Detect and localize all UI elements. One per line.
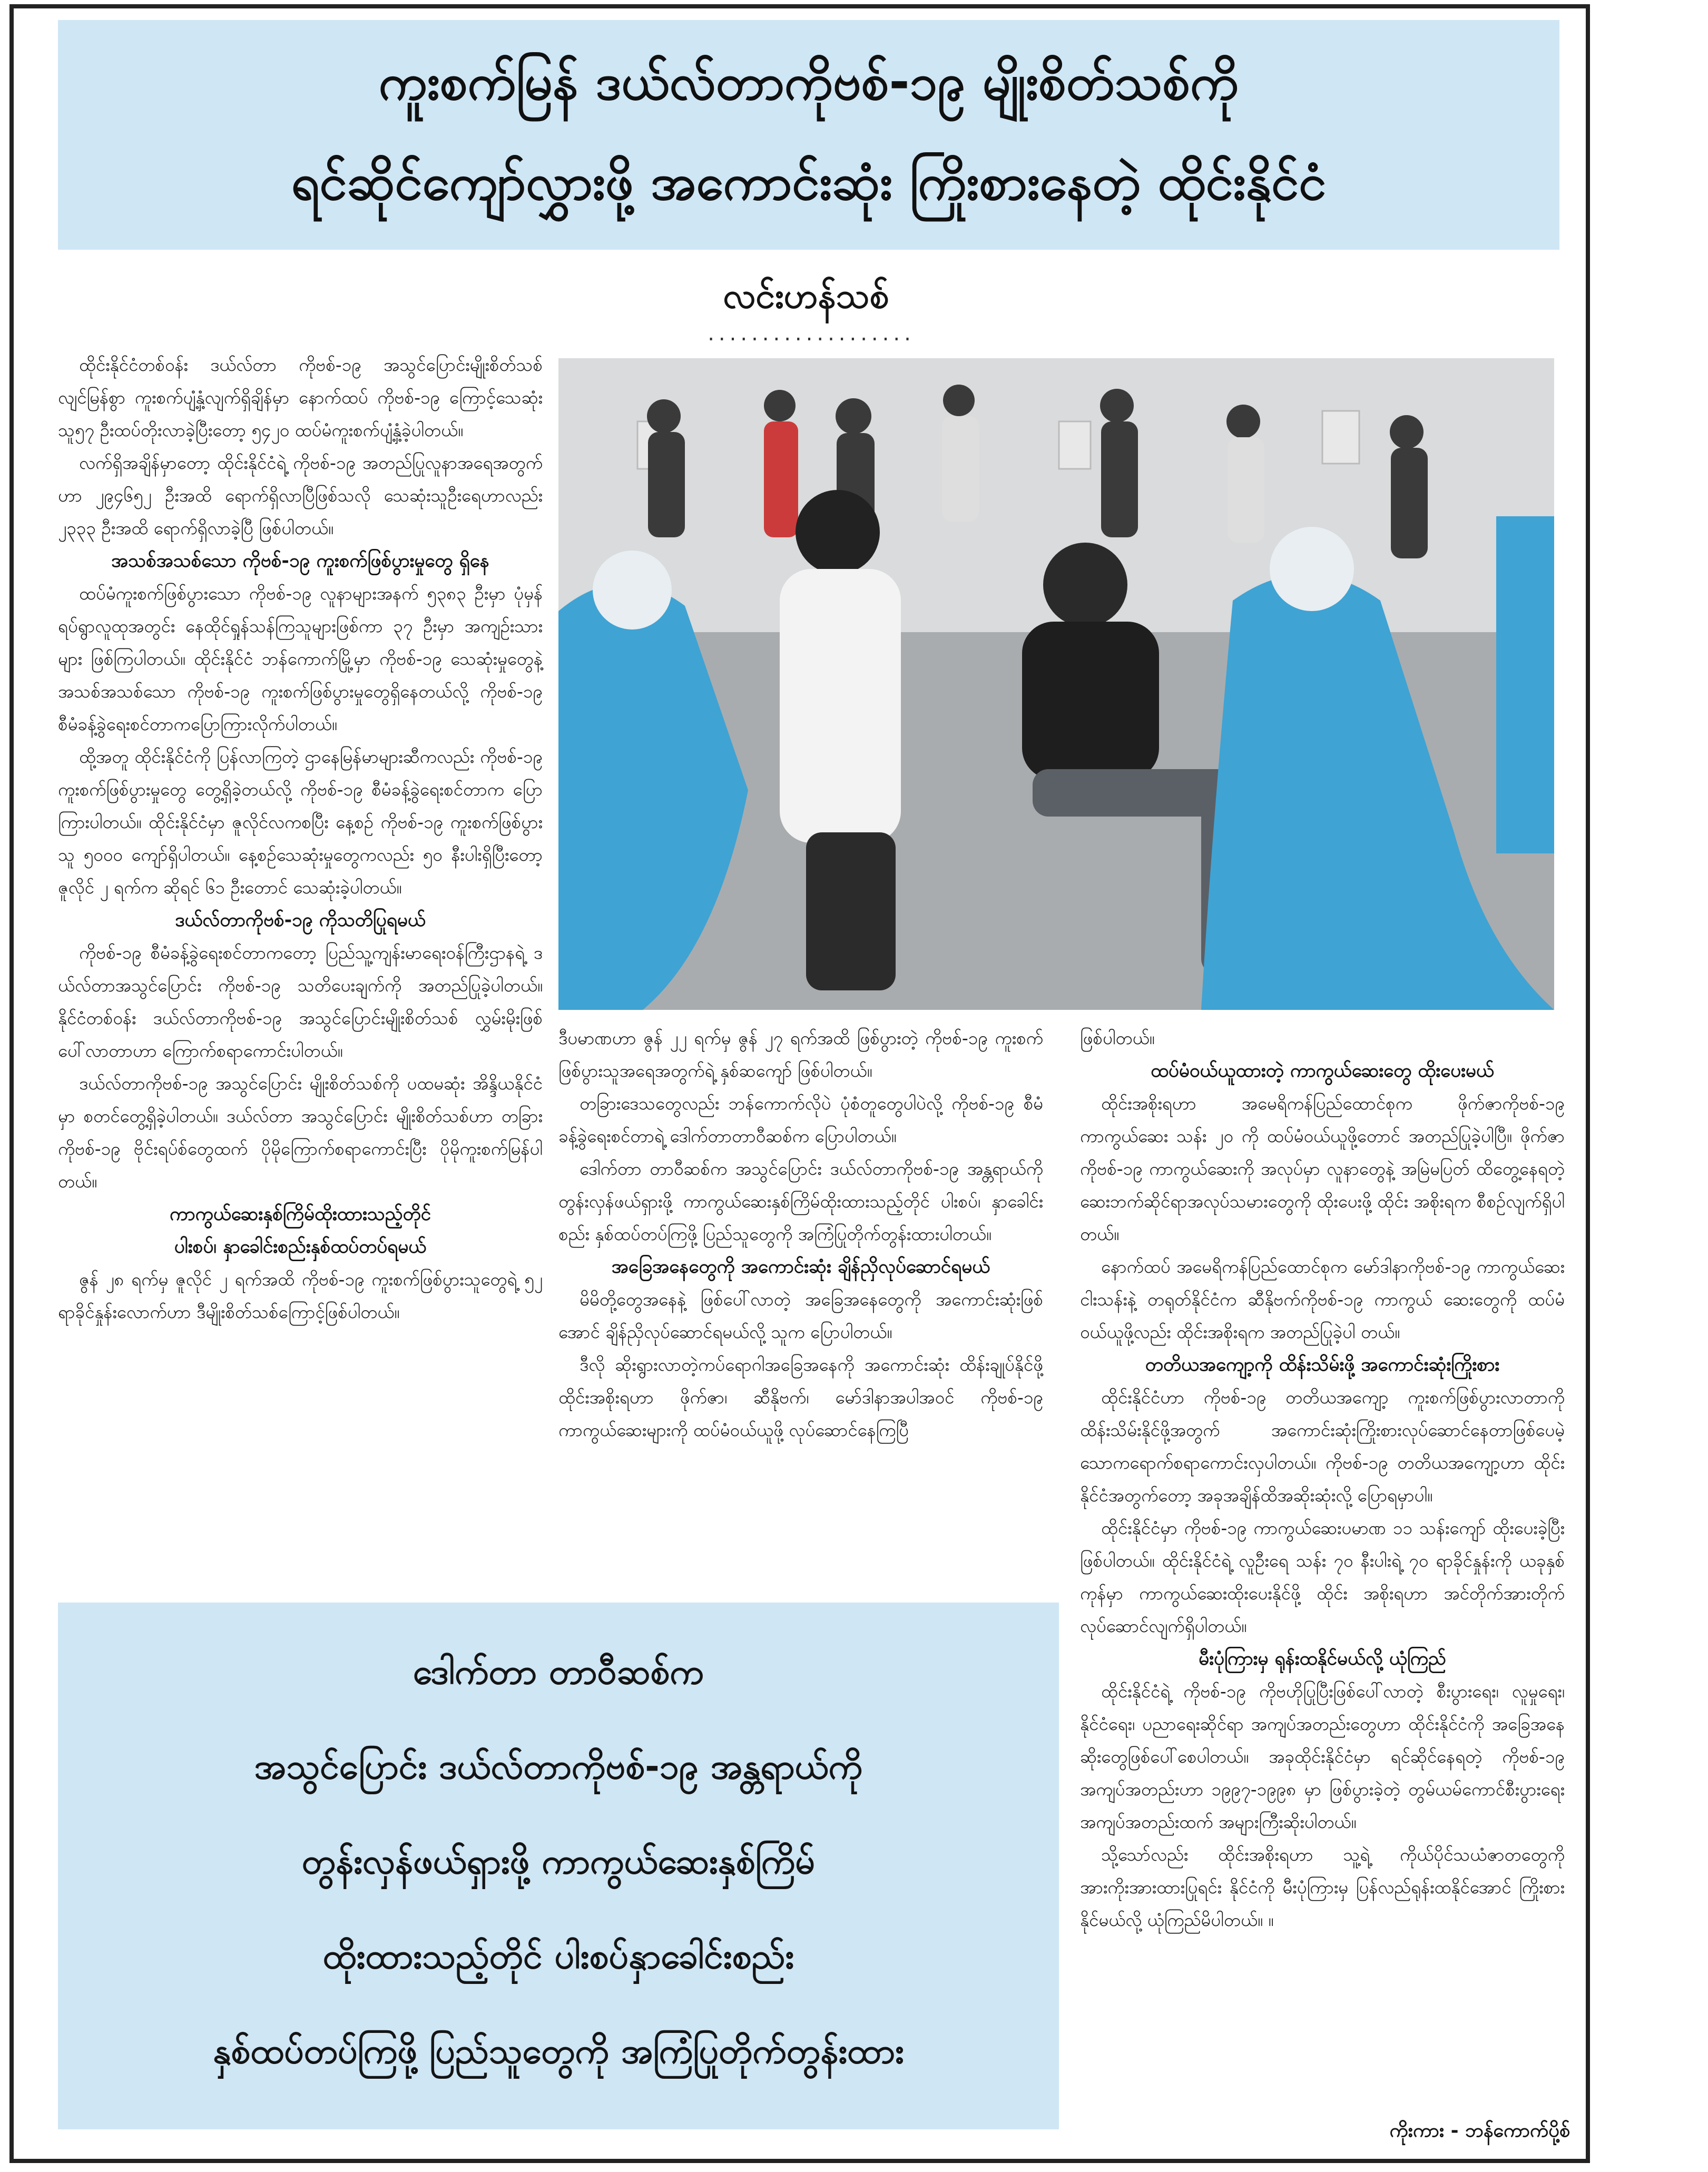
byline-divider: ................... xyxy=(708,321,915,346)
subheading: ထပ်မံဝယ်ယူထားတဲ့ ကာကွယ်ဆေးတွေ ထိုးပေးမယ် xyxy=(1151,1060,1494,1082)
pull-quote-line: ဒေါက်တာ တာဝီဆစ်က xyxy=(413,1652,704,1692)
vaccination-photo-illustration xyxy=(558,358,1554,1010)
headline-box xyxy=(58,20,1559,250)
byline: လင်းဟန်သစ် xyxy=(723,276,889,316)
paragraph: ထပ်မံကူးစက်ဖြစ်ပွားသော ကိုဗစ်-၁၉ လူနာများအနက် ၅၃၈၃ ဦးမှာ ပုံမှန်ရပ်ရွာလူထုအတွင်း နေထိုင်ရှုန်သန်ကြသူများဖြစ်ကာ ၃၇ ဦးမှာ အကျဉ်းသားများ ဖြစ်ကြပါတယ်။ ထိုင်းနိုင်ငံ ဘန်ကောက်မြို့မှာ ကိုဗစ်-၁၉ သေဆုံးမှုတွေနဲ့ အသစ်အသစ်သော ကိုဗစ်-၁၉ ကူးစက်ဖြစ်ပွားမှုတွေရှိနေတယ်လို့ ကိုဗစ်-၁၉ စီမံခန့်ခွဲရေးစင်တာကပြောကြားလိုက်ပါတယ်။ xyxy=(58,583,543,734)
subheading: ကာကွယ်ဆေးနှစ်ကြိမ်ထိုးထားသည့်တိုင် xyxy=(169,1204,431,1225)
subheading: အခြေအနေတွေကို အကောင်းဆုံး ချိန်ညှိလုပ်ဆောင်ရမယ် xyxy=(611,1256,990,1277)
pull-quote-line: ထိုးထားသည့်တိုင် ပါးစပ်နှာခေါင်းစည်း xyxy=(322,1936,794,1977)
paragraph: ထိုင်းနိုင်ငံရဲ့ ကိုဗစ်-၁၉ ကိုဗဟိုပြုပြီးဖြစ်ပေါ်လာတဲ့ စီးပွားရေး၊ လူမှုရေး၊ နိုင်ငံရေး၊ ပညာရေးဆိုင်ရာ အကျပ်အတည်းတွေဟာ ထိုင်းနိုင်ငံကို အခြေအနေဆိုးတွေဖြစ်ပေါ်စေပါတယ်။ အခုထိုင်းနိုင်ငံမှာ ရင်ဆိုင်နေရတဲ့ ကိုဗစ်-၁၉ အကျပ်အတည်းဟာ ၁၉၉၇-၁၉၉၈ မှာ ဖြစ်ပွားခဲ့တဲ့ တွမ်ယမ်ကောင်စီးပွားရေးအကျပ်အတည်းထက် အများကြီးဆိုးပါတယ်။ xyxy=(1080,1681,1565,1832)
paragraph: နောက်ထပ် အမေရိကန်ပြည်ထောင်စုက မော်ဒါနာကိုဗစ်-၁၉ ကာကွယ်ဆေး ငါးသန်းနဲ့ တရုတ်နိုင်ငံက ဆီနိုဗက်ကိုဗစ်-၁၉ ကာကွယ် ဆေးတွေကို ထပ်မံဝယ်ယူဖို့လည်း ထိုင်းအစိုးရက အတည်ပြုခဲ့ပါ တယ်။ xyxy=(1080,1256,1565,1342)
pull-quote-line: နှစ်ထပ်တပ်ကြဖို့ ပြည်သူတွေကို အကြံပြုတိုက်တွန်းထား xyxy=(213,2031,904,2071)
paragraph: မိမိတို့တွေအနေနဲ့ ဖြစ်ပေါ်လာတဲ့ အခြေအနေတွေကို အကောင်းဆုံးဖြစ်အောင် ချိန်ညှိလုပ်ဆောင်ရမယ်လို့ သူက ပြောပါတယ်။ xyxy=(558,1289,1043,1342)
subheading: မီးပုံကြားမှ ရုန်းထနိုင်မယ်လို့ ယုံကြည် xyxy=(1199,1648,1446,1669)
paragraph: ကိုဗစ်-၁၉ စီမံခန့်ခွဲရေးစင်တာကတော့ ပြည်သူ့ကျန်းမာရေးဝန်ကြီးဌာနရဲ့ ဒယ်လ်တာအသွင်ပြောင်း ကိုဗစ်-၁၉ သတိပေးချက်ကို အတည်ပြုခဲ့ပါတယ်။ နိုင်ငံတစ်ဝန်း ဒယ်လ်တာကိုဗစ်-၁၉ အသွင်ပြောင်းမျိုးစိတ်သစ် လွှမ်းမိုးဖြစ်ပေါ်လာတာဟာ ကြောက်စရာကောင်းပါတယ်။ xyxy=(58,942,543,1061)
paragraph: ဒယ်လ်တာကိုဗစ်-၁၉ အသွင်ပြောင်း မျိုးစိတ်သစ်ကို ပထမဆုံး အိန္ဒိယနိုင်ငံမှာ စတင်တွေ့ရှိခဲ့ပါတယ်။ ဒယ်လ်တာ အသွင်ပြောင်း မျိုးစိတ်သစ်ဟာ တခြား ကိုဗစ်-၁၉ ဗိုင်းရပ်စ်တွေထက် ပိုမိုကြောက်စရာကောင်းပြီး ပိုမိုကူးစက်မြန်ပါတယ်။ xyxy=(58,1073,543,1192)
paragraph: ဖြစ်ပါတယ်။ xyxy=(1080,1028,1155,1048)
paragraph: လက်ရှိအချိန်မှာတော့ ထိုင်းနိုင်ငံရဲ့ ကိုဗစ်-၁၉ အတည်ပြုလူနာအရေအတွက်ဟာ ၂၉၄၆၅၂ ဦးအထိ ရောက်ရှိလာပြီဖြစ်သလို သေဆုံးသူဦးရေဟာလည်း ၂၃၃၃ ဦးအထိ ရောက်ရှိလာခဲ့ပြီ ဖြစ်ပါတယ်။ xyxy=(58,453,543,538)
paragraph: ထိုင်းနိုင်ငံဟာ ကိုဗစ်-၁၉ တတိယအကျော့ ကူးစက်ဖြစ်ပွားလာတာကို ထိန်းသိမ်းနိုင်ဖို့အတွက် အကောင်းဆုံးကြိုးစားလုပ်ဆောင်နေတာဖြစ်ပေမဲ့ သောကရောက်စရာကောင်းလှပါတယ်။ ကိုဗစ်-၁၉ တတိယအကျော့ဟာ ထိုင်းနိုင်ငံအတွက်တော့ အခုအချိန်ထိအဆိုးဆုံးလို့ ပြောရမှာပါ။ xyxy=(1080,1387,1565,1506)
subheading: ဒယ်လ်တာကိုဗစ်-၁၉ ကိုသတိပြုရမယ် xyxy=(175,910,426,931)
paragraph: ဒီလို ဆိုးရွားလာတဲ့ကပ်ရောဂါအခြေအနေကို အကောင်းဆုံး ထိန်းချုပ်နိုင်ဖို့ ထိုင်းအစိုးရဟာ ဖိုက်ဇာ၊ ဆီနိုဗက်၊ မော်ဒါနာအပါအဝင် ကိုဗစ်-၁၉ ကာကွယ်ဆေးများကို ထပ်မံဝယ်ယူဖို့ လုပ်ဆောင်နေကြပြီ xyxy=(558,1354,1043,1440)
paragraph: တခြားဒေသတွေလည်း ဘန်ကောက်လိုပဲ ပုံစံတူတွေပါပဲလို့ ကိုဗစ်-၁၉ စီမံခန့်ခွဲရေးစင်တာရဲ့ ဒေါက်တာတာဝီဆစ်က ပြောပါတယ်။ xyxy=(558,1093,1043,1146)
paragraph: သို့သော်လည်း ထိုင်းအစိုးရဟာ သူ့ရဲ့ ကိုယ်ပိုင်သယံဇာတတွေကို အားကိုးအားထားပြုရင်း နိုင်ငံကို မီးပုံကြားမှ ပြန်လည်ရုန်းထနိုင်အောင် ကြိုးစားနိုင်မယ်လို့ ယုံကြည်မိပါတယ်။ ။ xyxy=(1080,1844,1565,1930)
article-column-2 xyxy=(558,1022,1043,1447)
article-column-1 xyxy=(58,349,543,1329)
subheading: ပါးစပ်၊ နှာခေါင်းစည်းနှစ်ထပ်တပ်ရမယ် xyxy=(174,1236,427,1257)
paragraph: ဒေါက်တာ တာဝီဆစ်က အသွင်ပြောင်း ဒယ်လ်တာကိုဗစ်-၁၉ အန္တရာယ်ကို တွန်းလှန်ဖယ်ရှားဖို့ ကာကွယ်ဆေးနှစ်ကြိမ်ထိုးထားသည့်တိုင် ပါးစပ်၊ နှာခေါင်းစည်း နှစ်ထပ်တပ်ကြဖို့ ပြည်သူတွေကို အကြံပြုတိုက်တွန်းထားပါတယ်။ xyxy=(558,1158,1043,1244)
headline-line-2: ရင်ဆိုင်ကျော်လွှားဖို့ အကောင်းဆုံး ကြိုးစားနေတဲ့ ထိုင်းနိုင်ငံ xyxy=(291,154,1327,211)
pull-quote-box xyxy=(58,1603,1059,2129)
paragraph: ထိုင်းနိုင်ငံတစ်ဝန်း ဒယ်လ်တာ ကိုဗစ်-၁၉ အသွင်ပြောင်းမျိုးစိတ်သစ်လျင်မြန်စွာ ကူးစက်ပျံ့နှံ့လျက်ရှိချိန်မှာ နောက်ထပ် ကိုဗစ်-၁၉ ကြောင့်သေဆုံးသူ၅၇ ဦးထပ်တိုးလာခဲ့ပြီးတော့ ၅၄၂၀ ထပ်မံကူးစက်ပျံ့နှံ့ခဲ့ပါတယ်။ xyxy=(58,355,543,440)
paragraph: ဇွန် ၂၈ ရက်မှ ဇူလိုင် ၂ ရက်အထိ ကိုဗစ်-၁၉ ကူးစက်ဖြစ်ပွားသူတွေရဲ့ ၅၂ ရာခိုင်နှုန်းလောက်ဟာ ဒီမျိုးစိတ်သစ်ကြောင့်ဖြစ်ပါတယ်။ xyxy=(58,1269,543,1322)
paragraph: ထိုင်းအစိုးရဟာ အမေရိကန်ပြည်ထောင်စုက ဖိုက်ဇာကိုဗစ်-၁၉ ကာကွယ်ဆေး သန်း ၂၀ ကို ထပ်မံဝယ်ယူဖို့တောင် အတည်ပြုခဲ့ပါပြီ။ ဖိုက်ဇာကိုဗစ်-၁၉ ကာကွယ်ဆေးကို အလုပ်မှာ လူနာတွေနဲ့ အမြဲမပြတ် ထိတွေ့နေရတဲ့ ဆေးဘက်ဆိုင်ရာအလုပ်သမားတွေကို ထိုးပေးဖို့ ထိုင်း အစိုးရက စီစဉ်လျက်ရှိပါတယ်။ xyxy=(1080,1093,1565,1244)
article-column-3 xyxy=(1080,1022,1565,1937)
paragraph: ဒီပမာဏဟာ ဇွန် ၂၂ ရက်မှ ဇွန် ၂၇ ရက်အထိ ဖြစ်ပွားတဲ့ ကိုဗစ်-၁၉ ကူးစက်ဖြစ်ပွားသူအရေအတွက်ရဲ့ နှစ်ဆကျော် ဖြစ်ပါတယ်။ xyxy=(558,1028,1043,1081)
headline-line-1: ကူးစက်မြန် ဒယ်လ်တာကိုဗစ်-၁၉ မျိုးစိတ်သစ်ကို xyxy=(378,54,1239,111)
subheading: အသစ်အသစ်သော ကိုဗစ်-၁၉ ကူးစက်ဖြစ်ပွားမှုတွေ ရှိနေ xyxy=(111,551,489,572)
pull-quote-line: အသွင်ပြောင်း ဒယ်လ်တာကိုဗစ်-၁၉ အန္တရာယ်ကို xyxy=(254,1746,863,1787)
pull-quote-line: တွန်းလှန်ဖယ်ရှားဖို့ ကာကွယ်ဆေးနှစ်ကြိမ် xyxy=(301,1841,816,1882)
subheading: တတိယအကျော့ကို ထိန်းသိမ်းဖို့ အကောင်းဆုံးကြိုးစား xyxy=(1145,1354,1500,1375)
source-credit: ကိုးကား - ဘန်ကောက်ပို့စ် xyxy=(1389,2120,1570,2141)
paragraph: ထိုင်းနိုင်ငံမှာ ကိုဗစ်-၁၉ ကာကွယ်ဆေးပမာဏ ၁၁ သန်းကျော် ထိုးပေးခဲ့ပြီး ဖြစ်ပါတယ်။ ထိုင်းနိုင်ငံရဲ့ လူဦးရေ သန်း ၇၀ နီးပါးရဲ့ ၇၀ ရာခိုင်နှုန်းကို ယခုနှစ်ကုန်မှာ ကာကွယ်ဆေးထိုးပေးနိုင်ဖို့ ထိုင်း အစိုးရဟာ အင်တိုက်အားတိုက် လုပ်ဆောင်လျက်ရှိပါတယ်။ xyxy=(1080,1518,1565,1636)
paragraph: ထို့အတူ ထိုင်းနိုင်ငံကို ပြန်လာကြတဲ့ ဌာနေမြန်မာများဆီကလည်း ကိုဗစ်-၁၉ ကူးစက်ဖြစ်ပွားမှုတွေ တွေ့ရှိခဲ့တယ်လို့ ကိုဗစ်-၁၉ စီမံခန့်ခွဲရေးစင်တာက ပြောကြားပါတယ်။ ထိုင်းနိုင်ငံမှာ ဇူလိုင်လကစပြီး နေ့စဉ် ကိုဗစ်-၁၉ ကူးစက်ဖြစ်ပွားသူ ၅၀၀၀ ကျော်ရှိပါတယ်။ နေ့စဉ်သေဆုံးမှုတွေကလည်း ၅၀ နီးပါးရှိပြီးတော့ ဇူလိုင် ၂ ရက်က ဆိုရင် ၆၁ ဦးတောင် သေဆုံးခဲ့ပါတယ်။ xyxy=(58,746,543,898)
vaccination-photo xyxy=(558,358,1554,1010)
